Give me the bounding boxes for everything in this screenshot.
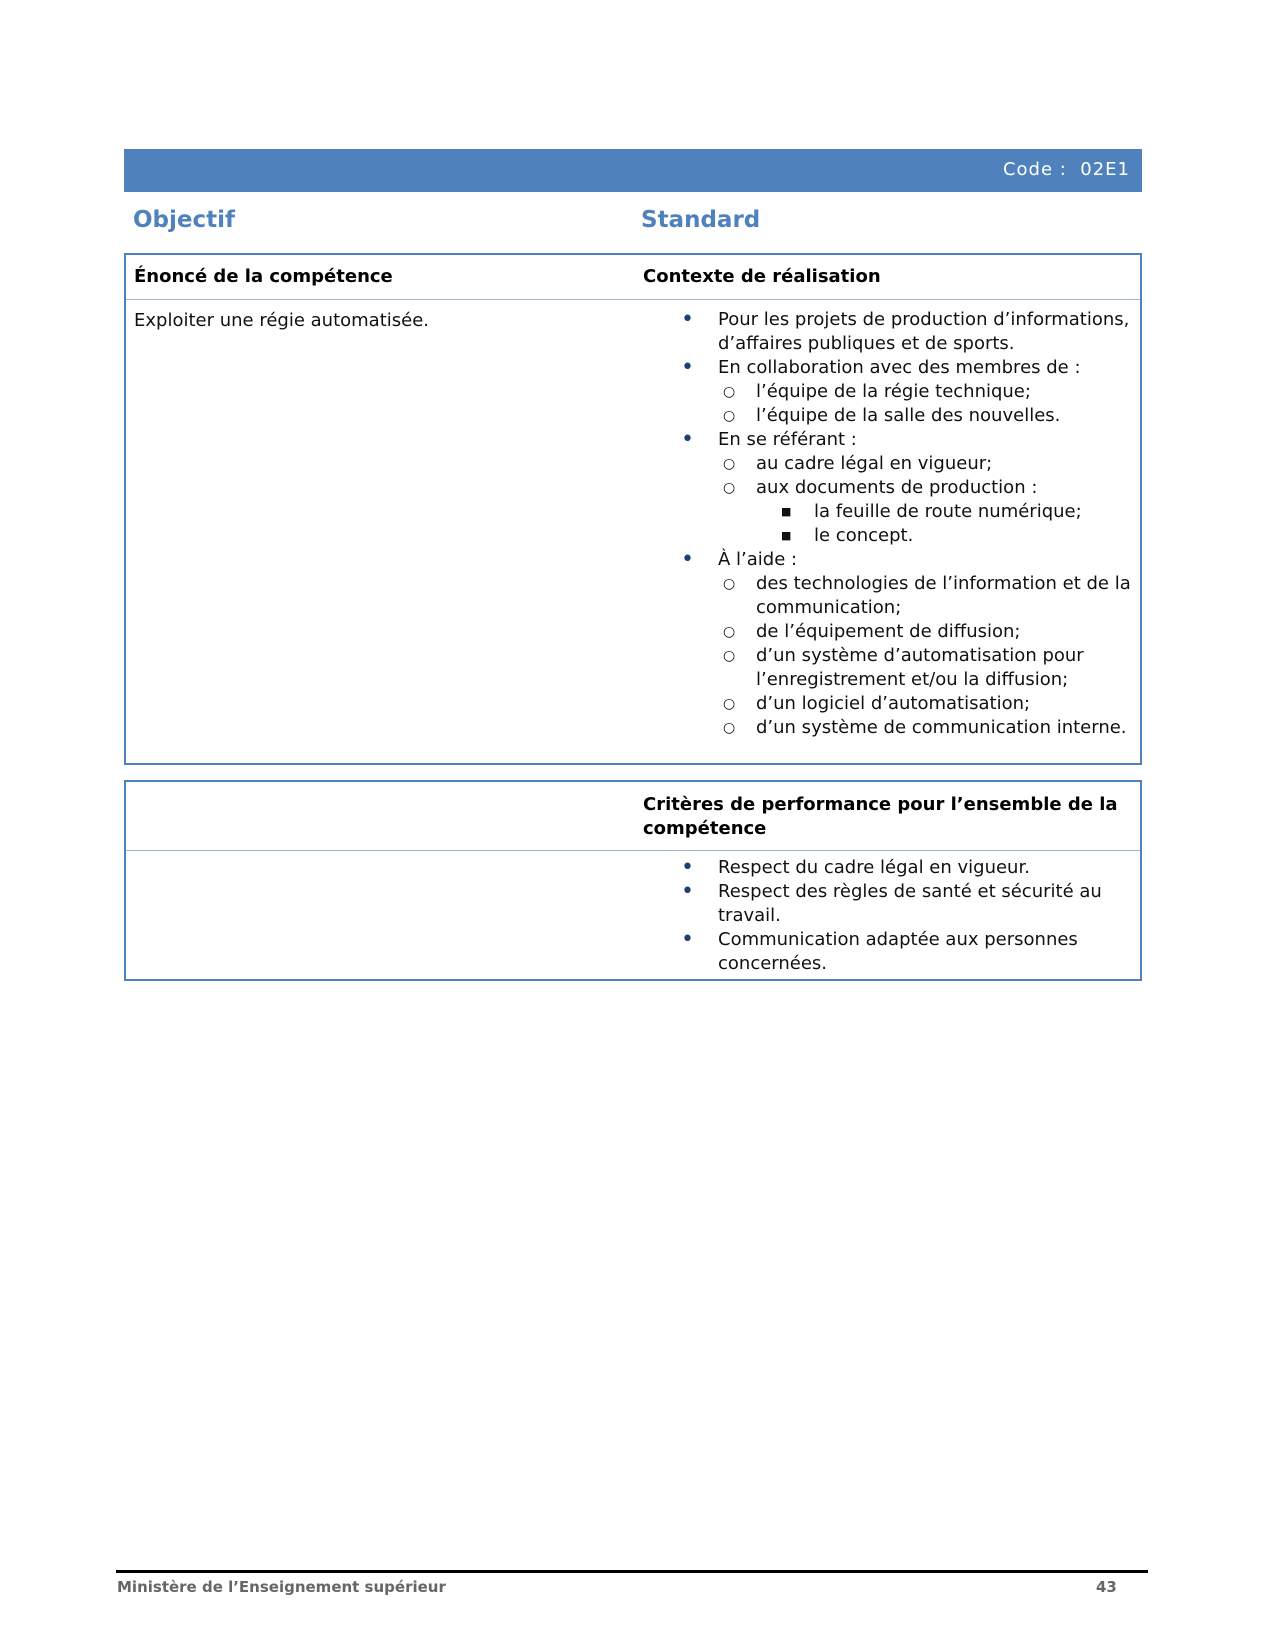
footer-ministry: Ministère de l’Enseignement supérieur bbox=[117, 1578, 446, 1596]
list-item-text: des technologies de l’information et de la communication; bbox=[756, 573, 1131, 618]
list-item-text: Pour les projets de production d’informations, d’affaires publiques et de sports. bbox=[718, 309, 1130, 354]
footer-rule bbox=[116, 1570, 1148, 1573]
list-item-text: En se référant : bbox=[718, 429, 857, 450]
bullet-icon: • bbox=[681, 547, 694, 572]
list-item bbox=[643, 692, 1132, 716]
list-item-text: l’équipe de la régie technique; bbox=[756, 381, 1031, 402]
list-item-text: En collaboration avec des membres de : bbox=[718, 357, 1081, 378]
list-item bbox=[643, 380, 1132, 404]
circle-bullet-icon: ○ bbox=[723, 384, 736, 400]
list-item-text: au cadre légal en vigueur; bbox=[756, 453, 993, 474]
enonce-text: Exploiter une régie automatisée. bbox=[134, 310, 430, 331]
list-item-text: aux documents de production : bbox=[756, 477, 1038, 498]
bullet-icon: • bbox=[681, 307, 694, 332]
page-number: 43 bbox=[1096, 1578, 1117, 1596]
circle-bullet-icon: ○ bbox=[723, 648, 736, 664]
competency-table bbox=[124, 253, 1142, 765]
list-item bbox=[643, 476, 1132, 500]
list-item-text: Respect des règles de santé et sécurité au travail. bbox=[718, 881, 1102, 926]
criteria-header: Critères de performance pour l’ensemble de la compétence bbox=[643, 794, 1118, 839]
list-item bbox=[643, 856, 1132, 880]
list-item bbox=[643, 644, 1132, 692]
bullet-icon: • bbox=[681, 427, 694, 452]
bullet-icon: • bbox=[681, 355, 694, 380]
list-item bbox=[643, 356, 1132, 380]
list-item-text: d’un logiciel d’automatisation; bbox=[756, 693, 1031, 714]
list-item bbox=[643, 620, 1132, 644]
list-item-text: À l’aide : bbox=[718, 549, 798, 570]
heading-standard: Standard bbox=[641, 207, 761, 233]
list-item-text: Respect du cadre légal en vigueur. bbox=[718, 857, 1030, 878]
enonce-header: Énoncé de la compétence bbox=[134, 266, 393, 287]
code-label: Code : bbox=[1002, 159, 1067, 180]
list-item-text: d’un système d’automatisation pour l’enregistrement et/ou la diffusion; bbox=[756, 645, 1084, 690]
list-item-text: l’équipe de la salle des nouvelles. bbox=[756, 405, 1061, 426]
list-item-text: la feuille de route numérique; bbox=[814, 501, 1082, 522]
criteria-list bbox=[643, 851, 1140, 976]
list-item bbox=[643, 548, 1132, 572]
table-header-row bbox=[126, 255, 1140, 300]
list-item bbox=[643, 500, 1132, 524]
table-header-row bbox=[126, 782, 1140, 851]
circle-bullet-icon: ○ bbox=[723, 720, 736, 736]
square-bullet-icon: ■ bbox=[781, 529, 792, 542]
contexte-header: Contexte de réalisation bbox=[643, 266, 881, 287]
circle-bullet-icon: ○ bbox=[723, 408, 736, 424]
list-item bbox=[643, 524, 1132, 548]
list-item bbox=[643, 428, 1132, 452]
list-item bbox=[643, 452, 1132, 476]
list-item-text: Communication adaptée aux personnes concernées. bbox=[718, 929, 1078, 974]
bullet-icon: • bbox=[681, 927, 694, 952]
table-body-row bbox=[126, 300, 1140, 740]
bullet-icon: • bbox=[681, 879, 694, 904]
list-item bbox=[643, 308, 1132, 356]
heading-objectif: Objectif bbox=[133, 207, 236, 233]
circle-bullet-icon: ○ bbox=[723, 576, 736, 592]
table-body-row bbox=[126, 851, 1140, 976]
circle-bullet-icon: ○ bbox=[723, 480, 736, 496]
competency-code bbox=[1003, 159, 1130, 180]
list-item-text: d’un système de communication interne. bbox=[756, 717, 1127, 738]
contexte-list bbox=[643, 300, 1140, 740]
bullet-icon: • bbox=[681, 855, 694, 880]
circle-bullet-icon: ○ bbox=[723, 624, 736, 640]
list-item bbox=[643, 572, 1132, 620]
circle-bullet-icon: ○ bbox=[723, 456, 736, 472]
list-item bbox=[643, 928, 1132, 976]
list-item-text: de l’équipement de diffusion; bbox=[756, 621, 1021, 642]
criteria-table bbox=[124, 780, 1142, 981]
list-item bbox=[643, 716, 1132, 740]
square-bullet-icon: ■ bbox=[781, 505, 792, 518]
list-item-text: le concept. bbox=[814, 525, 914, 546]
code-banner bbox=[124, 149, 1142, 192]
list-item bbox=[643, 404, 1132, 428]
code-value: 02E1 bbox=[1080, 159, 1130, 180]
list-item bbox=[643, 880, 1132, 928]
circle-bullet-icon: ○ bbox=[723, 696, 736, 712]
